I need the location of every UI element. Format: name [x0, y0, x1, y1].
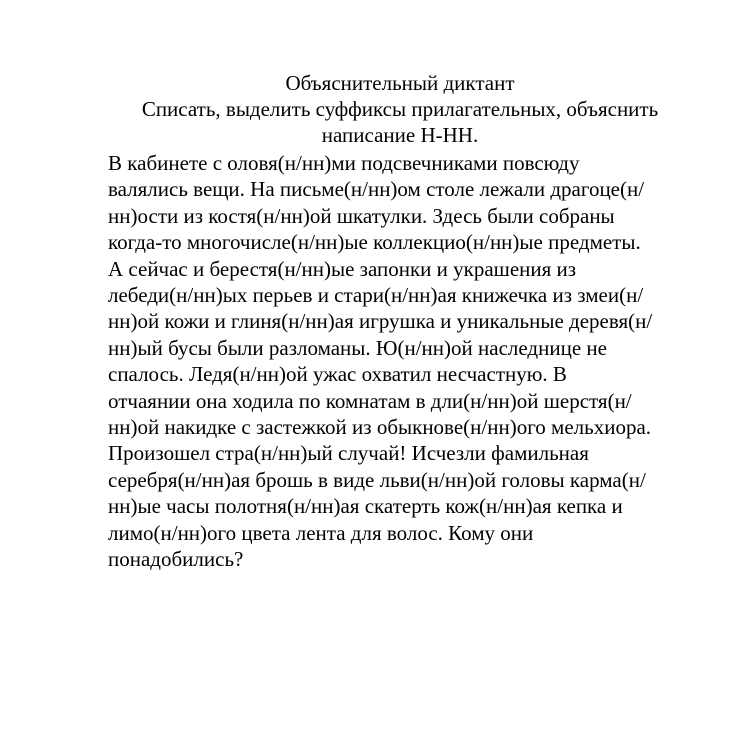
text-line: В кабинете с оловя(н/нн)ми подсвечниками повсюду: [108, 151, 580, 175]
text-line: лебеди(н/нн)ых перьев и стари(н/нн)ая книжечка из змеи(н/: [108, 283, 644, 308]
text-line: отчаянии она ходила по комнатам в дли(н/нн)ой шерстя(н/: [108, 388, 632, 413]
document-title: Объяснительный диктант: [285, 71, 515, 95]
text-line: понадобились?: [108, 547, 244, 572]
text-line: лимо(н/нн)ого цвета лента для волос. Кому они: [108, 520, 534, 545]
text-line: спалось. Ледя(н/нн)ой ужас охватил несчастную. В: [108, 362, 567, 387]
text-line: нн)ый бусы были разломаны. Ю(н/нн)ой наследнице не: [108, 335, 607, 360]
instruction-line: написание Н-НН.: [321, 123, 479, 147]
instruction-line: Списать, выделить суффиксы прилагательных, объяснить: [141, 97, 659, 121]
text-line: А сейчас и берестя(н/нн)ые запонки и украшения из: [108, 256, 577, 281]
document-header: [100, 70, 700, 148]
text-line: нн)ые часы полотня(н/нн)ая скатерть кож(н/нн)ая кепка и: [108, 494, 623, 519]
text-line: серебря(н/нн)ая брошь в виде льви(н/нн)ой головы карма(н/: [108, 467, 646, 492]
dictation-text: [108, 150, 708, 573]
text-line: Произошел стра(н/нн)ый случай! Исчезли фамильная: [108, 441, 589, 466]
text-line: нн)ой накидке с застежкой из обыкнове(н/нн)ого мельхиора.: [108, 415, 652, 440]
text-line: нн)ости из костя(н/нн)ой шкатулки. Здесь были собраны: [108, 203, 615, 228]
text-line: когда-то многочисле(н/нн)ые коллекцио(н/нн)ые предметы.: [108, 230, 641, 255]
text-line: валялись вещи. На письме(н/нн)ом столе лежали драгоце(н/: [108, 177, 645, 202]
text-line: нн)ой кожи и глиня(н/нн)ая игрушка и уникальные деревя(н/: [108, 309, 653, 334]
